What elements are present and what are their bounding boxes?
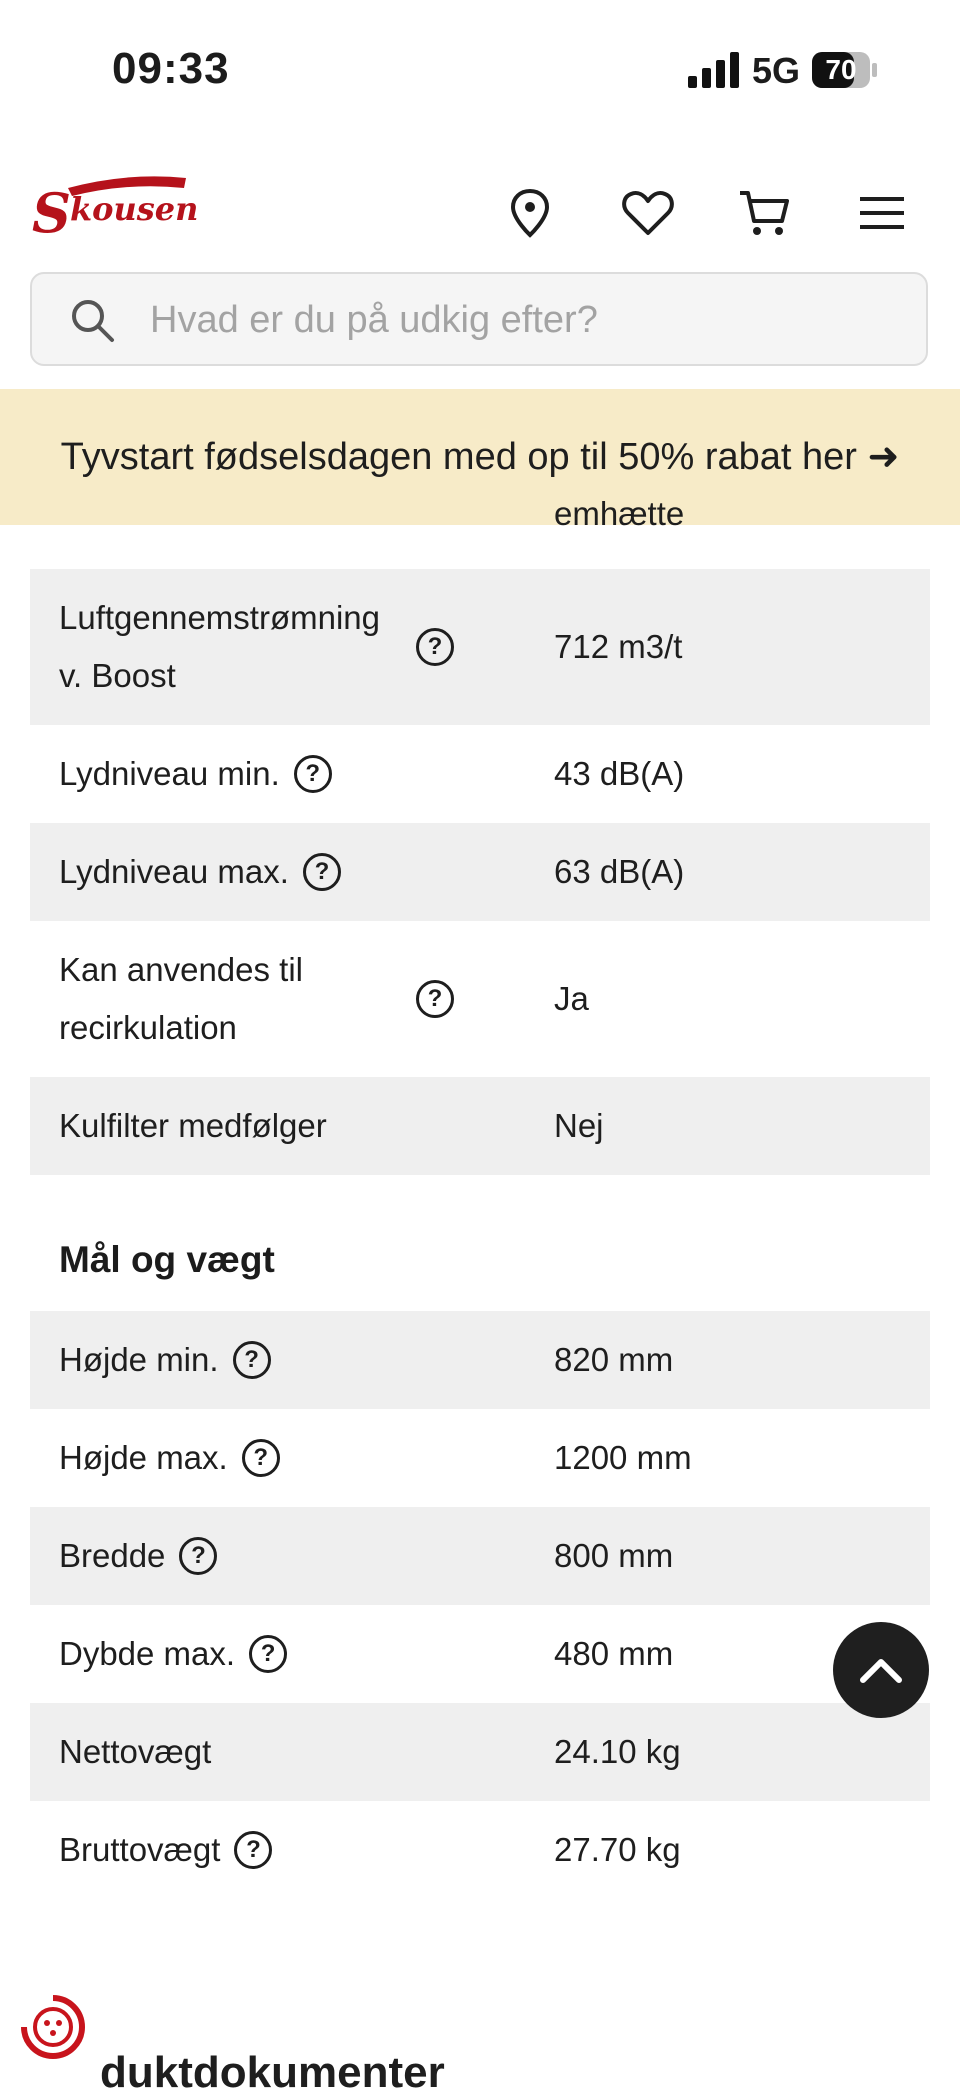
spec-label: Højde max. <box>59 1439 228 1476</box>
scroll-to-top-button[interactable] <box>833 1622 929 1718</box>
search-icon <box>68 296 116 344</box>
specs-table <box>30 495 930 1899</box>
spec-label: Kulfilter medfølger <box>59 1107 327 1144</box>
spec-value: Ja <box>554 980 589 1017</box>
search-input[interactable] <box>148 274 912 366</box>
network-type: 5G <box>752 50 801 91</box>
spec-value: 480 mm <box>554 1635 674 1672</box>
help-icon[interactable]: ? <box>234 1831 272 1869</box>
help-icon[interactable]: ? <box>294 755 332 793</box>
product-documents-icon <box>18 1992 88 2062</box>
spec-value: 800 mm <box>554 1537 674 1574</box>
help-icon[interactable]: ? <box>249 1635 287 1673</box>
spec-value: 43 dB(A) <box>554 755 685 792</box>
heart-icon[interactable] <box>620 185 676 241</box>
status-bar <box>0 0 960 140</box>
promo-banner[interactable] <box>0 389 960 525</box>
help-icon[interactable]: ? <box>416 980 454 1018</box>
spec-label: Kan anvendes til recirkulation <box>59 951 304 1046</box>
spec-row <box>30 1605 930 1703</box>
spec-value: 27.70 kg <box>554 1831 681 1868</box>
spec-value: Nej <box>554 1107 604 1144</box>
spec-row-partial <box>30 495 930 569</box>
svg-text:S: S <box>32 181 71 245</box>
spec-value: emhætte <box>554 495 685 532</box>
spec-row <box>30 1801 930 1899</box>
site-header <box>0 165 960 265</box>
skousen-logo[interactable] <box>28 170 199 250</box>
section-title-dimensions: Mål og vægt <box>59 1239 275 1280</box>
spec-row <box>30 1703 930 1801</box>
spec-row <box>30 1507 930 1605</box>
spec-label: Luftgennemstrømning v. Boost <box>59 599 380 694</box>
spec-label: Højde min. <box>59 1341 219 1378</box>
spec-value: 712 m3/t <box>554 628 683 665</box>
spec-label: Bruttovægt <box>59 1831 221 1868</box>
section-heading-documents: duktdokumenter <box>100 2048 445 2097</box>
spec-row <box>30 725 930 823</box>
spec-label: Lydniveau min. <box>59 755 280 792</box>
svg-text:kousen: kousen <box>70 190 199 228</box>
spec-value: 1200 mm <box>554 1439 692 1476</box>
spec-row <box>30 1077 930 1175</box>
battery-icon <box>812 52 878 88</box>
battery-level: 70 <box>825 54 857 85</box>
spec-row <box>30 823 930 921</box>
menu-icon[interactable] <box>854 185 910 241</box>
status-time: 09:33 <box>112 44 230 93</box>
help-icon[interactable]: ? <box>416 628 454 666</box>
spec-value: 24.10 kg <box>554 1733 681 1770</box>
help-icon[interactable]: ? <box>303 853 341 891</box>
spec-row <box>30 1311 930 1409</box>
spec-value: 63 dB(A) <box>554 853 685 890</box>
help-icon[interactable]: ? <box>233 1341 271 1379</box>
help-icon[interactable]: ? <box>242 1439 280 1477</box>
location-pin-icon[interactable] <box>502 185 558 241</box>
promo-text[interactable]: Tyvstart fødselsdagen med op til 50% rabat her ➜ <box>60 436 900 478</box>
spec-label: Bredde <box>59 1537 166 1574</box>
signal-icon <box>688 52 740 88</box>
spec-row <box>30 921 930 1077</box>
chevron-up-icon <box>857 1646 905 1694</box>
spec-label: Dybde max. <box>59 1635 236 1672</box>
spec-value: 820 mm <box>554 1341 674 1378</box>
spec-row <box>30 1409 930 1507</box>
spec-label: Nettovægt <box>59 1733 212 1770</box>
spec-label: Lydniveau max. <box>59 853 289 890</box>
spec-row <box>30 569 930 725</box>
search-bar[interactable] <box>30 272 928 366</box>
cart-icon[interactable] <box>736 185 792 241</box>
help-icon[interactable]: ? <box>179 1537 217 1575</box>
